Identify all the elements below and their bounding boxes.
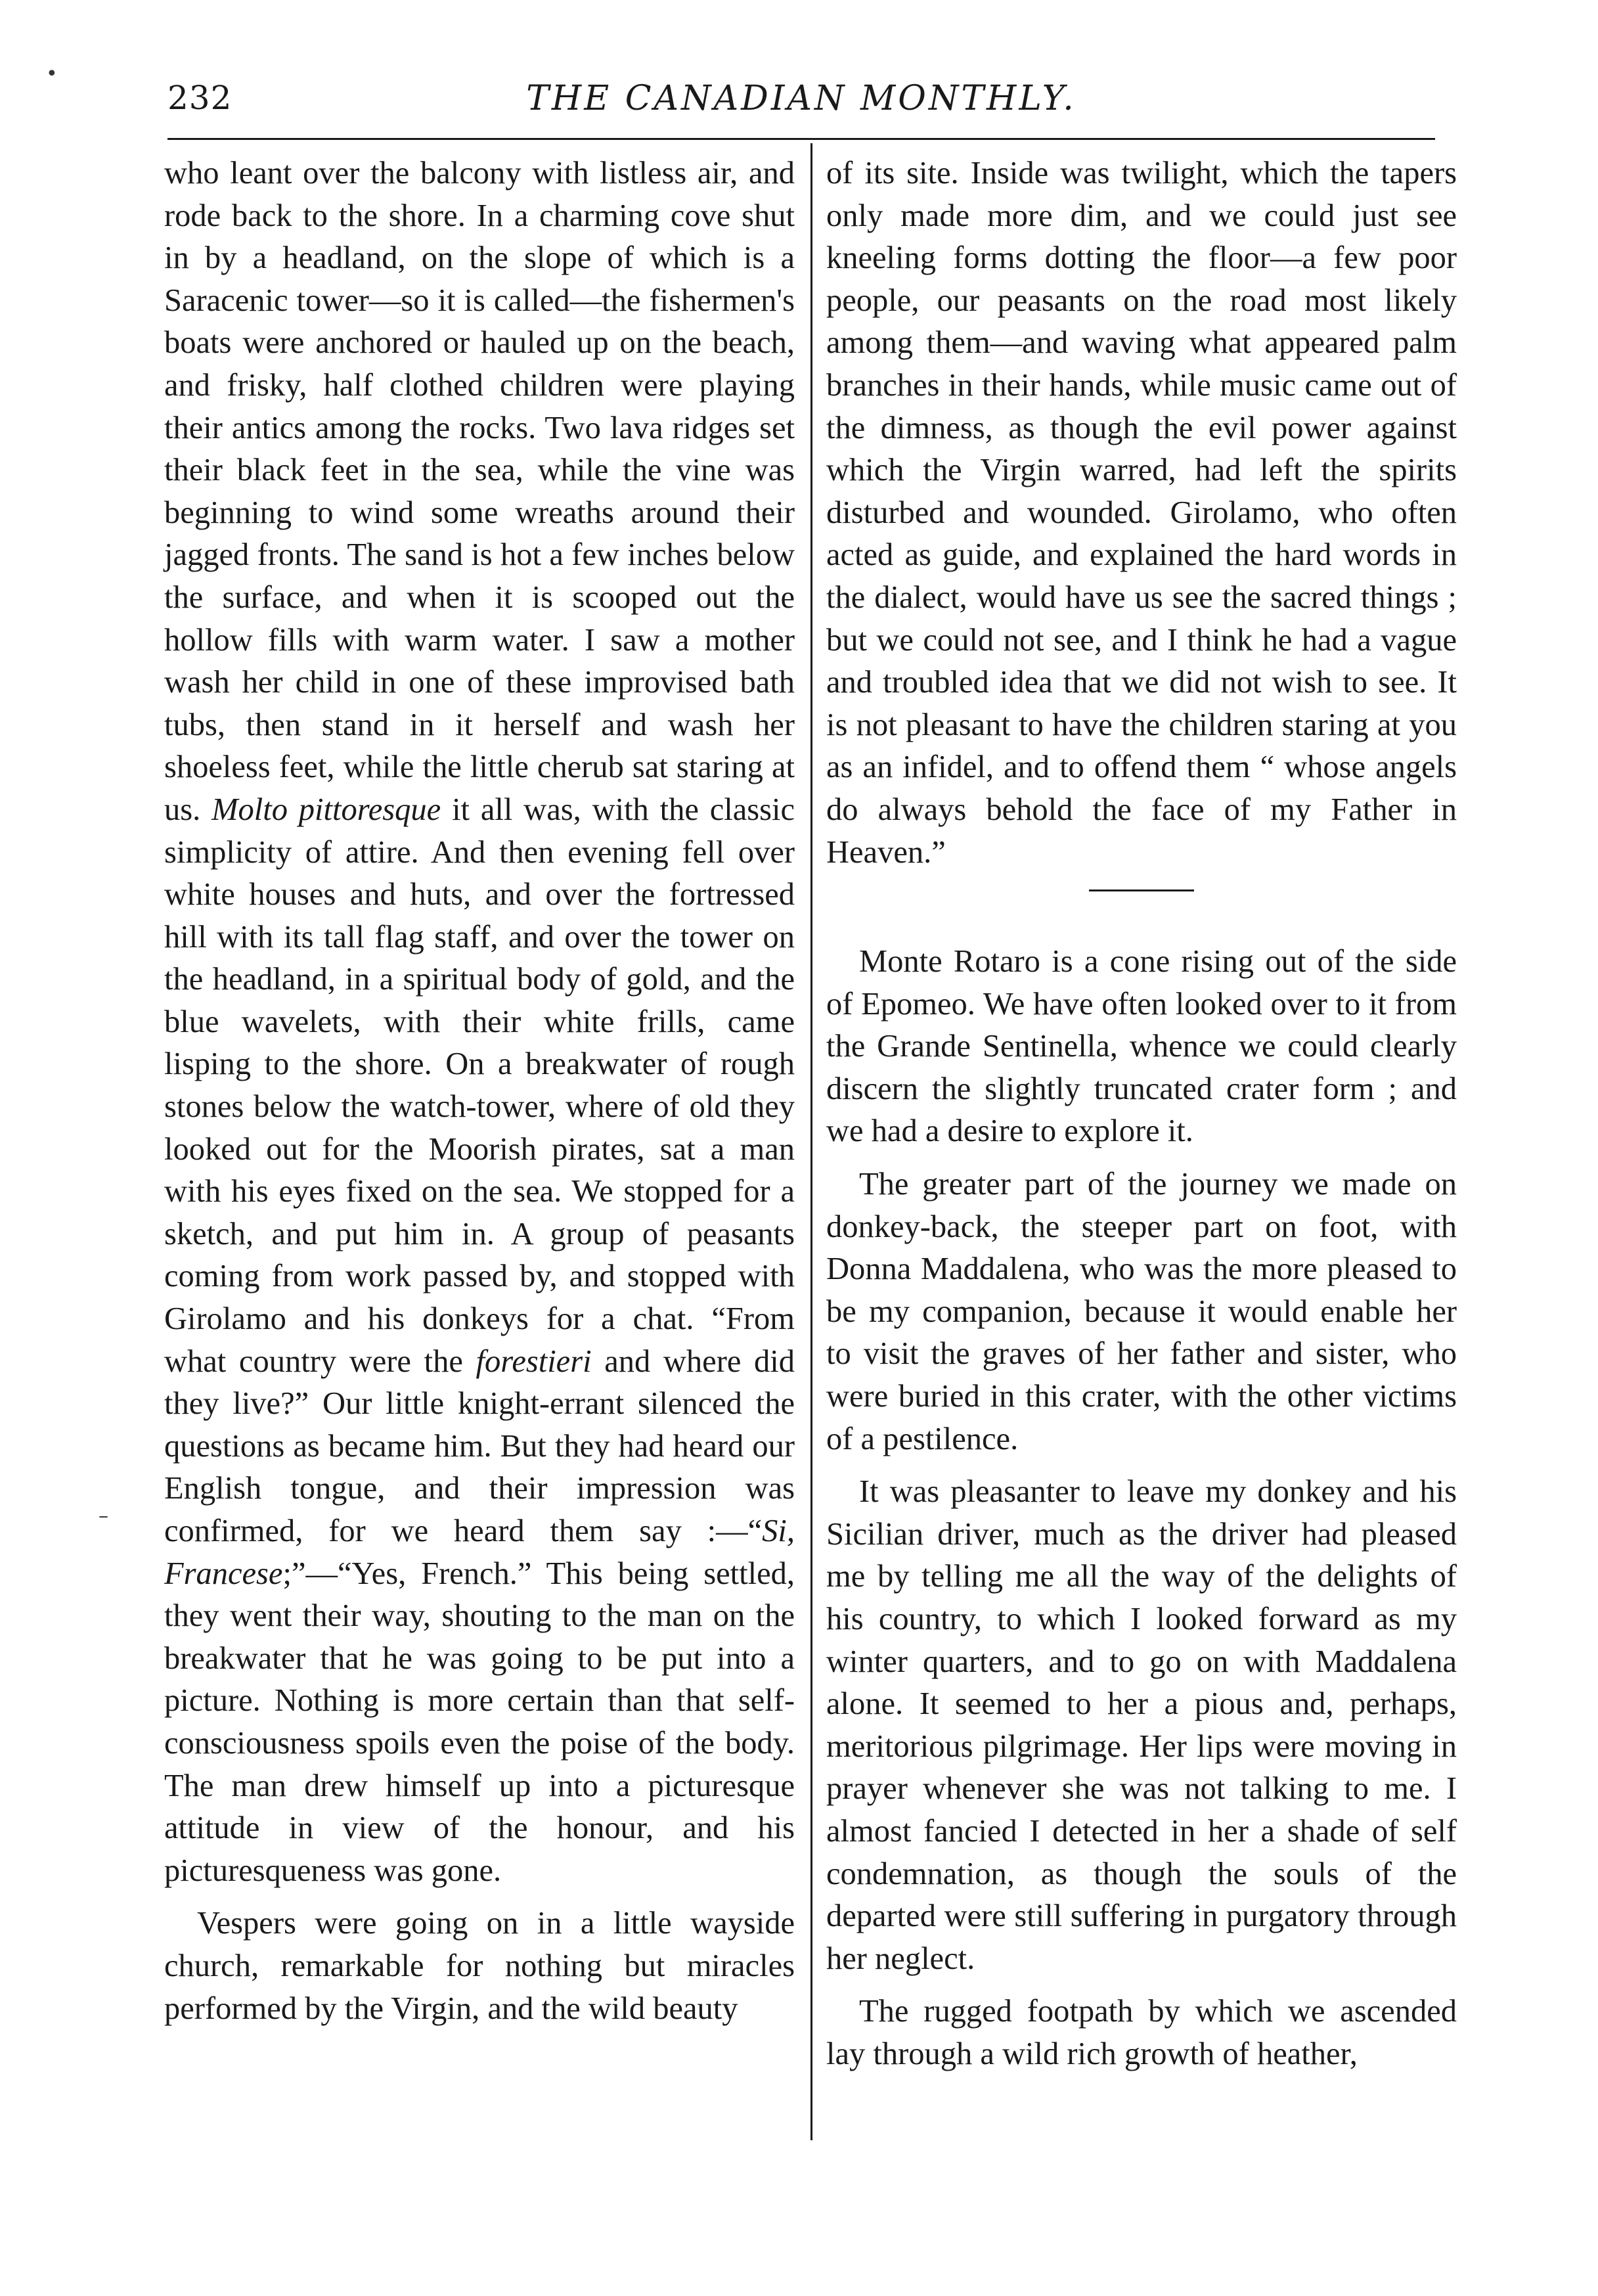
right-paragraph-3: The greater part of the journey we made on donkey-back, the steeper part on foot, with Donna Maddalena, who was the more pleased to be my companion, because it would enable her to visit the graves of her father and sister, who were buried in this crater, with the other victims of a pestilence. (826, 1167, 1457, 1456)
right-paragraph-2: Monte Rotaro is a cone rising out of the side of Epomeo. We have often looked over to it from the Grande Sentinella, whence we could clearly discern the slightly truncated crater form ; and we had a desire to explore it. (826, 944, 1457, 1149)
right-paragraph-4: It was pleasanter to leave my donkey and his Sicilian driver, much as the driver had pleased me by telling me all the way of the delights of his country, to which I looked forward as my winter quarters, and to go on with Maddalena alone. It seemed to her a pious and, perhaps, meritorious pilgrimage. Her lips were moving in prayer whenever she was not talking to me. I almost fancied I detected in her a shade of self condemnation, as though the souls of the departed were still suffering in purgatory through her neglect. (826, 1474, 1457, 1976)
left-column (164, 152, 795, 2030)
right-column (826, 152, 1457, 2076)
margin-dot: • (46, 62, 58, 85)
section-divider (1089, 889, 1194, 891)
left-paragraph-2: Vespers were going on in a little wayside church, remarkable for nothing but miracles performed by the Virgin, and the wild beauty (164, 1906, 795, 2026)
left-p1c-text: and where did they live?” Our little knight-errant silenced the questions as became him. But they had heard our English tongue, and their impression was confirmed, for we heard them say :—“ (164, 1343, 795, 1548)
running-title: THE CANADIAN MONTHLY. (526, 79, 1076, 118)
header-rule (167, 138, 1435, 140)
column-divider (810, 143, 812, 2140)
page-number: 232 (167, 79, 233, 117)
left-p1b-text: it all was, with the classic simplicity of attire. And then evening fell over white houses and huts, and over the fortressed hill with its tall flag staff, and over the tower on the headland, in a spiritual body of gold, and the blue wavelets, with their white frills, came lisping to the shore. On a breakwater of rough stones below the watch-tower, where of old they looked out for the Moorish pirates, sat a man with his eyes fixed on the sea. We stopped for a sketch, and put him in. A group of peasants coming from work passed by, and stopped with Girolamo and his donkeys for a chat. “From what country were the (164, 792, 795, 1379)
left-p1-italic3: Si, Francese (164, 1514, 795, 1591)
left-p1d-text: ;”—“Yes, French.” This being settled, they went their way, shouting to the man on the breakwater that he was going to be put into a picture. Nothing is more certain than that self-consciousness spoils even the poise of the body. The man drew himself up into a picturesque attitude in view of the honour, and his picturesqueness was gone. (164, 1556, 795, 1888)
page-header (167, 79, 1435, 125)
left-p1-italic: Molto pittoresque (211, 792, 441, 827)
margin-dash: – (99, 1504, 108, 1527)
right-paragraph-1: of its site. Inside was twilight, which the tapers only made more dim, and we could just see kneeling forms dotting the floor—a few poor people, our peasants on the road most likely among them—and waving what appeared palm branches in their hands, while music came out of the dimness, as though the evil power against which the Virgin warred, had left the spirits disturbed and wounded. Girolamo, who often acted as guide, and explained the hard words in the dialect, would have us see the sacred things ; but we could not see, and I think he had a vague and troubled idea that we did not wish to see. It is not pleasant to have the children staring at you as an infidel, and to offend them “ whose angels do always behold the face of my Father in Heaven.” (826, 156, 1457, 870)
left-p1-italic2: forestieri (476, 1343, 592, 1379)
left-paragraph-1 (164, 152, 795, 1892)
left-p1-text: who leant over the balcony with listless air, and rode back to the shore. In a charming cove shut in by a headland, on the slope of which is a Saracenic tower—so it is called—the fishermen's boats were anchored or hauled up on the beach, and frisky, half clothed children were playing their antics among the rocks. Two lava ridges set their black feet in the sea, while the vine was beginning to wind some wreaths around their jagged fronts. The sand is hot a few inches below the surface, and when it is scooped out the hollow fills with warm water. I saw a mother wash her child in one of these improvised bath tubs, then stand in it herself and wash her shoeless feet, while the little cherub sat staring at us. (164, 156, 795, 827)
right-paragraph-5: The rugged footpath by which we ascended lay through a wild rich growth of heather, (826, 1994, 1457, 2071)
